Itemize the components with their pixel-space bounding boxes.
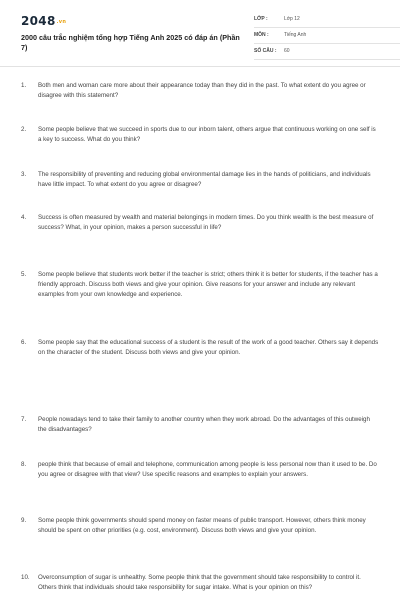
question-number: 6.	[21, 339, 27, 346]
site-logo[interactable]	[21, 14, 66, 29]
question-text: Overconsumption of sugar is unhealthy. Some people think that the government should take responsibility to control it. Others think that individuals should take responsibility for sugar intake. What is your opinion on this?	[38, 574, 361, 591]
meta-value-class: Lớp 12	[284, 16, 300, 22]
meta-label-class: LỚP :	[254, 16, 268, 22]
document-title: 2000 câu trắc nghiệm tổng hợp Tiếng Anh 2025 có đáp án (Phần 7)	[21, 33, 240, 52]
logo-tld: .vn	[56, 18, 67, 25]
logo-number: 2048	[21, 14, 56, 28]
question-text: The responsibility of preventing and reducing global environmental damage lies in the hands of politicians, and individuals have little impact. To what extent do you agree or disagree?	[38, 171, 371, 188]
document-meta	[254, 14, 400, 62]
question-text: Some people say that the educational success of a student is the result of the work of a good teacher. Others say it depends on the character of the student. Discuss both views and give your opinion.	[38, 339, 379, 356]
meta-row-class	[254, 14, 400, 28]
question-number: 2.	[21, 126, 27, 133]
question-number: 10.	[21, 574, 30, 581]
question-number: 7.	[21, 416, 27, 423]
question-text: Success is often measured by wealth and material belongings in modern times. Do you think wealth is the best measure of success? What, in your opinion, makes a person successful in life?	[38, 214, 374, 231]
meta-row-subject	[254, 30, 400, 44]
meta-row-count	[254, 46, 400, 60]
question-number: 3.	[21, 171, 27, 178]
document-header	[21, 14, 381, 64]
meta-label-count: SỐ CÂU :	[254, 48, 277, 54]
question-text: Both men and woman care more about their appearance today than they did in the past. To what extent do you agree or disagree with this statement?	[38, 82, 366, 99]
question-number: 5.	[21, 271, 27, 278]
question-text: People nowadays tend to take their family to another country when they work abroad. Do the advantages of this outweigh the disadvantages?	[38, 416, 370, 433]
meta-value-count: 60	[284, 48, 290, 54]
question-number: 4.	[21, 214, 27, 221]
question-text: Some people believe that we succeed in sports due to our inborn talent, others argue that continuous working on one self is a key to success. What do you think?	[38, 126, 376, 143]
question-number: 9.	[21, 517, 27, 524]
question-text: Some people think governments should spend money on faster means of public transport. However, others think money should be spent on other priorities (e.g. cost, environment). Discuss both views and give your opinion.	[38, 517, 366, 534]
meta-value-subject: Tiếng Anh	[284, 32, 307, 38]
question-text: people think that because of email and telephone, communication among people is less personal now than it used to be. Do you agree or disagree with that view? Use specific reasons and examples to explain your answers.	[38, 461, 377, 478]
header-divider	[0, 66, 400, 67]
meta-label-subject: MÔN :	[254, 32, 269, 38]
question-number: 8.	[21, 461, 27, 468]
question-text: Some people believe that students work better if the teacher is strict; others think it is better for students, if the teacher has a friendly approach. Discuss both views and give your opinion. Give reasons for your answer and include any relevant examples from your own knowledge and experience.	[38, 271, 378, 298]
question-number: 1.	[21, 82, 27, 89]
